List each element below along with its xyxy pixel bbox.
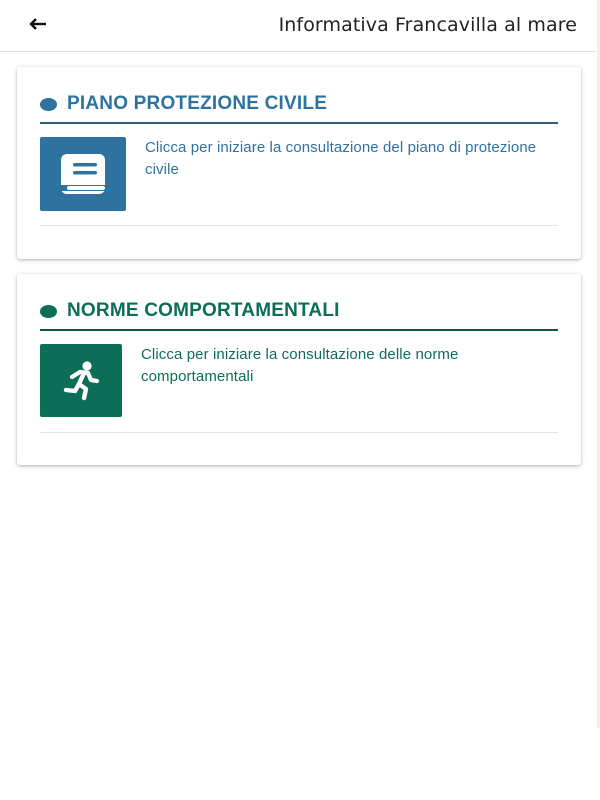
card-title: PIANO PROTEZIONE CIVILE (67, 93, 328, 114)
arrow-left-icon (29, 17, 47, 31)
book-icon (57, 151, 109, 197)
card-header (40, 85, 558, 123)
card-header (40, 292, 558, 330)
bullet-dot-icon (40, 98, 57, 111)
app-header (0, 0, 597, 52)
running-person-tile[interactable] (40, 344, 122, 417)
back-button[interactable] (22, 10, 54, 38)
page-title: Informativa Francavilla al mare (278, 14, 577, 36)
card-description: Clicca per iniziare la consultazione delle norme comportamentali (141, 346, 459, 385)
bullet-dot-icon (40, 305, 57, 318)
card-divider (40, 225, 558, 226)
card-title: NORME COMPORTAMENTALI (67, 300, 340, 321)
running-person-icon (58, 358, 104, 404)
book-tile[interactable] (40, 137, 126, 211)
card-piano-protezione-civile[interactable] (17, 67, 581, 259)
card-divider (40, 432, 558, 433)
card-title-rule (40, 329, 558, 331)
card-norme-comportamentali[interactable] (17, 274, 581, 465)
card-description: Clicca per iniziare la consultazione del piano di protezione civile (145, 139, 537, 178)
card-title-rule (40, 122, 558, 124)
